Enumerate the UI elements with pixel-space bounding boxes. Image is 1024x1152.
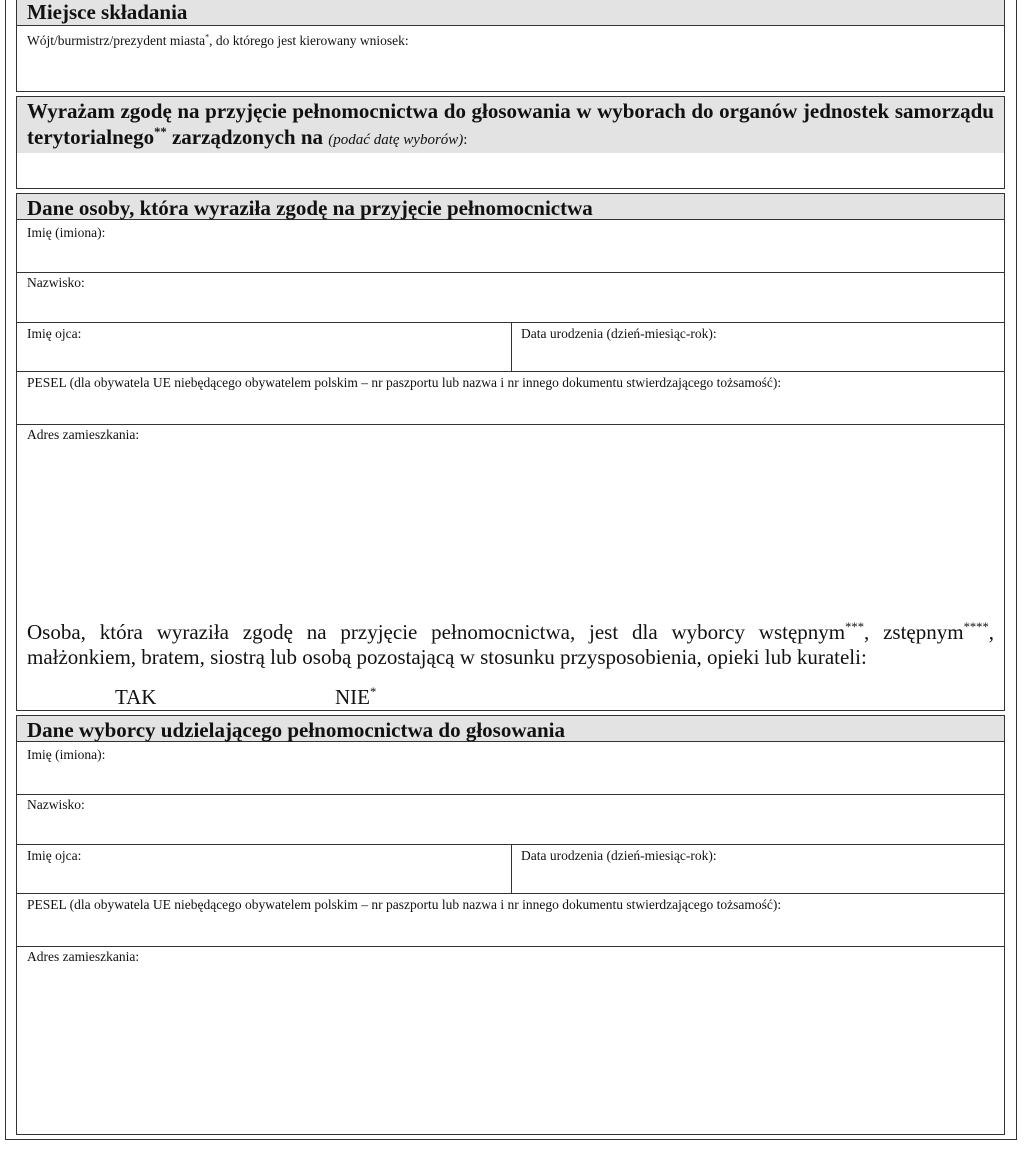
divider [17,893,1004,894]
divider [17,794,1004,795]
divider [17,424,1004,425]
proxy-first-name-field[interactable] [17,241,1004,271]
voter-father-name-label: Imię ojca: [27,848,82,863]
proxy-father-name-field[interactable] [17,342,511,371]
option-no[interactable]: NIE* [335,685,377,709]
voter-father-name-field[interactable] [17,864,511,893]
divider [17,371,1004,372]
place-section-header: Miejsce składania [17,0,1004,26]
proxy-surname-field[interactable] [17,291,1004,322]
voter-birth-date-label: Data urodzenia (dzień-miesiąc-rok): [521,848,717,863]
proxy-birth-date-field[interactable] [512,342,1004,371]
proxy-first-name-label: Imię (imiona): [27,225,106,240]
proxy-surname-label: Nazwisko: [27,275,85,290]
proxy-person-header: Dane osoby, która wyraziła zgodę na przyjęcie pełnomocnictwa [17,194,1004,220]
proxy-pesel-field[interactable] [17,391,1004,424]
official-input-area[interactable] [17,51,1004,91]
official-field-label: Wójt/burmistrz/prezydent miasta*, do którego jest kierowany wniosek: [27,32,409,48]
proxy-birth-date-label: Data urodzenia (dzień-miesiąc-rok): [521,326,717,341]
voter-address-field[interactable] [17,966,1004,1134]
consent-statement: Wyrażam zgodę na przyjęcie pełnomocnictwa do głosowania w wyborach do organów jednostek samorządu terytorialnego** zarządzonych na (podać datę wyborów): [17,97,1004,153]
consent-section [16,96,1005,189]
voter-pesel-label: PESEL (dla obywatela UE niebędącego obywatelem polskim – nr paszportu lub nazwa i nr innego dokumentu stwierdzającego tożsamość): [27,897,782,912]
voter-header: Dane wyborcy udzielającego pełnomocnictwa do głosowania [17,716,1004,742]
voter-first-name-field[interactable] [17,763,1004,793]
election-date-input-area[interactable] [17,151,1004,188]
divider [17,946,1004,947]
voter-surname-label: Nazwisko: [27,797,85,812]
place-section [16,0,1005,92]
relationship-statement: Osoba, która wyraziła zgodę na przyjęcie pełnomocnictwa, jest dla wyborcy wstępnym***, zstępnym****, małżonkiem, bratem, siostrą lub osobą pozostającą w stosunku przysposobienia, opieki lub kurateli: [27,620,995,669]
voter-first-name-label: Imię (imiona): [27,747,106,762]
voter-surname-field[interactable] [17,813,1004,844]
divider [17,272,1004,273]
proxy-father-name-label: Imię ojca: [27,326,82,341]
proxy-address-label: Adres zamieszkania: [27,427,140,442]
voter-address-label: Adres zamieszkania: [27,949,140,964]
proxy-pesel-label: PESEL (dla obywatela UE niebędącego obywatelem polskim – nr paszportu lub nazwa i nr innego dokumentu stwierdzającego tożsamość): [27,375,782,390]
option-yes[interactable]: TAK [115,685,157,709]
voter-birth-date-field[interactable] [512,864,1004,893]
proxy-address-field[interactable] [17,444,1004,616]
voter-pesel-field[interactable] [17,913,1004,946]
proxy-person-section [16,193,1005,711]
voter-section [16,715,1005,1135]
